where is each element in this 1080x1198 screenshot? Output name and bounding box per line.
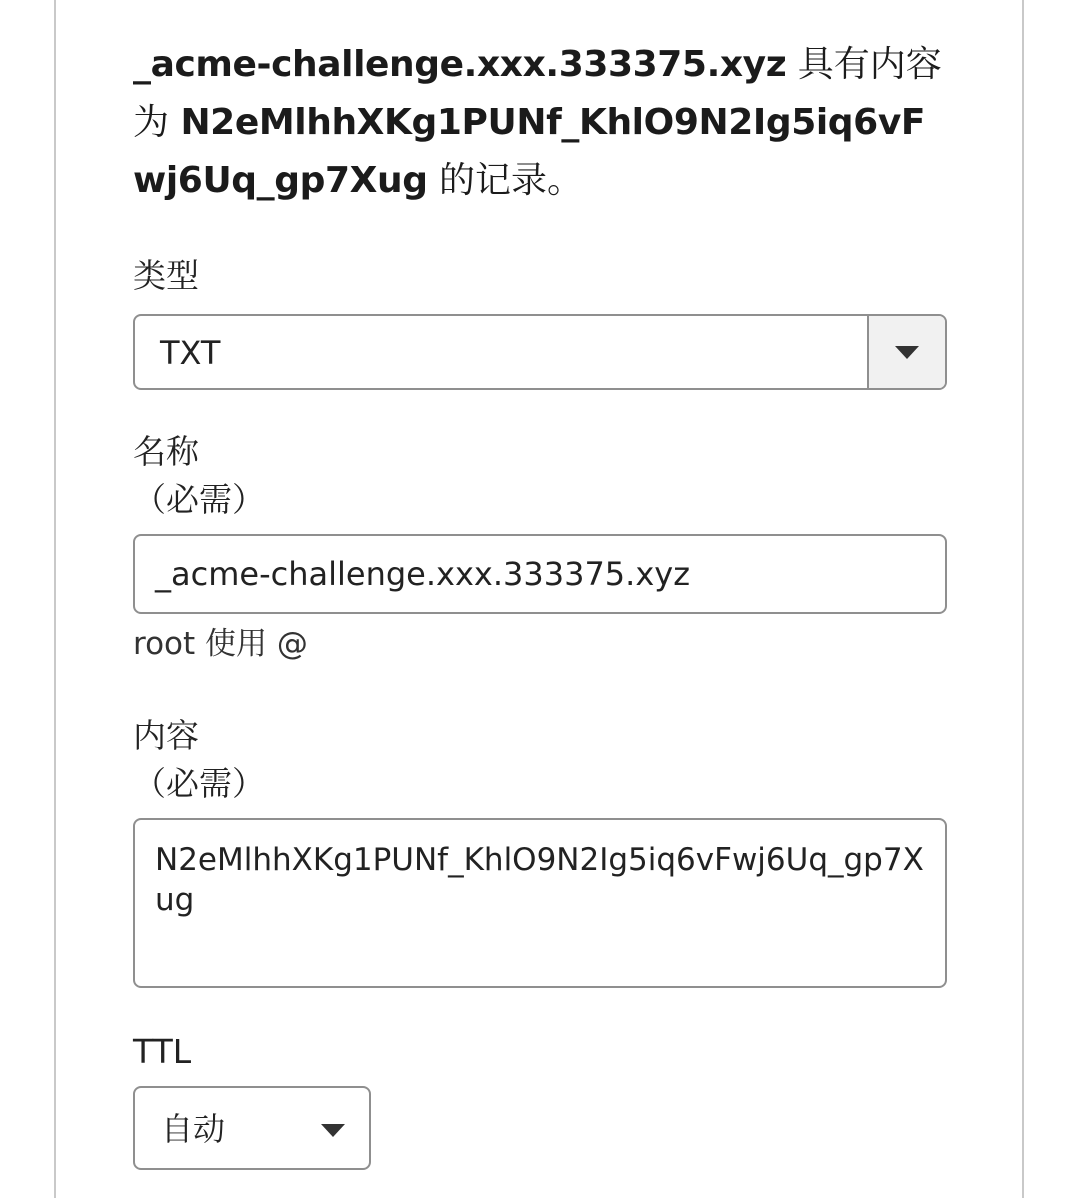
ttl-field: [133, 1030, 947, 1170]
name-hint: root 使用 @: [133, 626, 308, 662]
intro-suffix: 的记录。: [427, 160, 584, 201]
instruction-text: [133, 36, 947, 210]
ttl-label: TTL: [133, 1032, 192, 1071]
chevron-down-icon: [895, 346, 919, 359]
name-field: [133, 430, 947, 666]
type-select[interactable]: [133, 314, 947, 390]
intro-has-content: 具有内容为: [133, 44, 942, 143]
type-label: 类型: [133, 256, 199, 295]
ttl-select[interactable]: [133, 1086, 371, 1170]
content-field: [133, 714, 947, 988]
content-textarea[interactable]: N2eMlhhXKg1PUNf_KhlO9N2Ig5iq6vFwj6Uq_gp7Xug: [133, 818, 947, 988]
type-selected-value: TXT: [160, 334, 221, 372]
content-label: 内容: [133, 716, 199, 755]
name-label: 名称: [133, 432, 199, 471]
name-required-label: （必需）: [133, 480, 265, 519]
chevron-down-icon: [321, 1124, 345, 1137]
type-dropdown-button[interactable]: [867, 316, 945, 388]
ttl-selected-value: 自动: [161, 1110, 226, 1148]
dns-record-form: [133, 36, 947, 1170]
intro-record-value: N2eMlhhXKg1PUNf_KhlO9N2Ig5iq6vFwj6Uq_gp7Xug: [133, 102, 926, 201]
name-input[interactable]: _acme-challenge.xxx.333375.xyz: [133, 534, 947, 614]
content-required-label: （必需）: [133, 764, 265, 803]
type-field: [133, 254, 947, 390]
intro-record-name: _acme-challenge.xxx.333375.xyz: [133, 44, 787, 85]
